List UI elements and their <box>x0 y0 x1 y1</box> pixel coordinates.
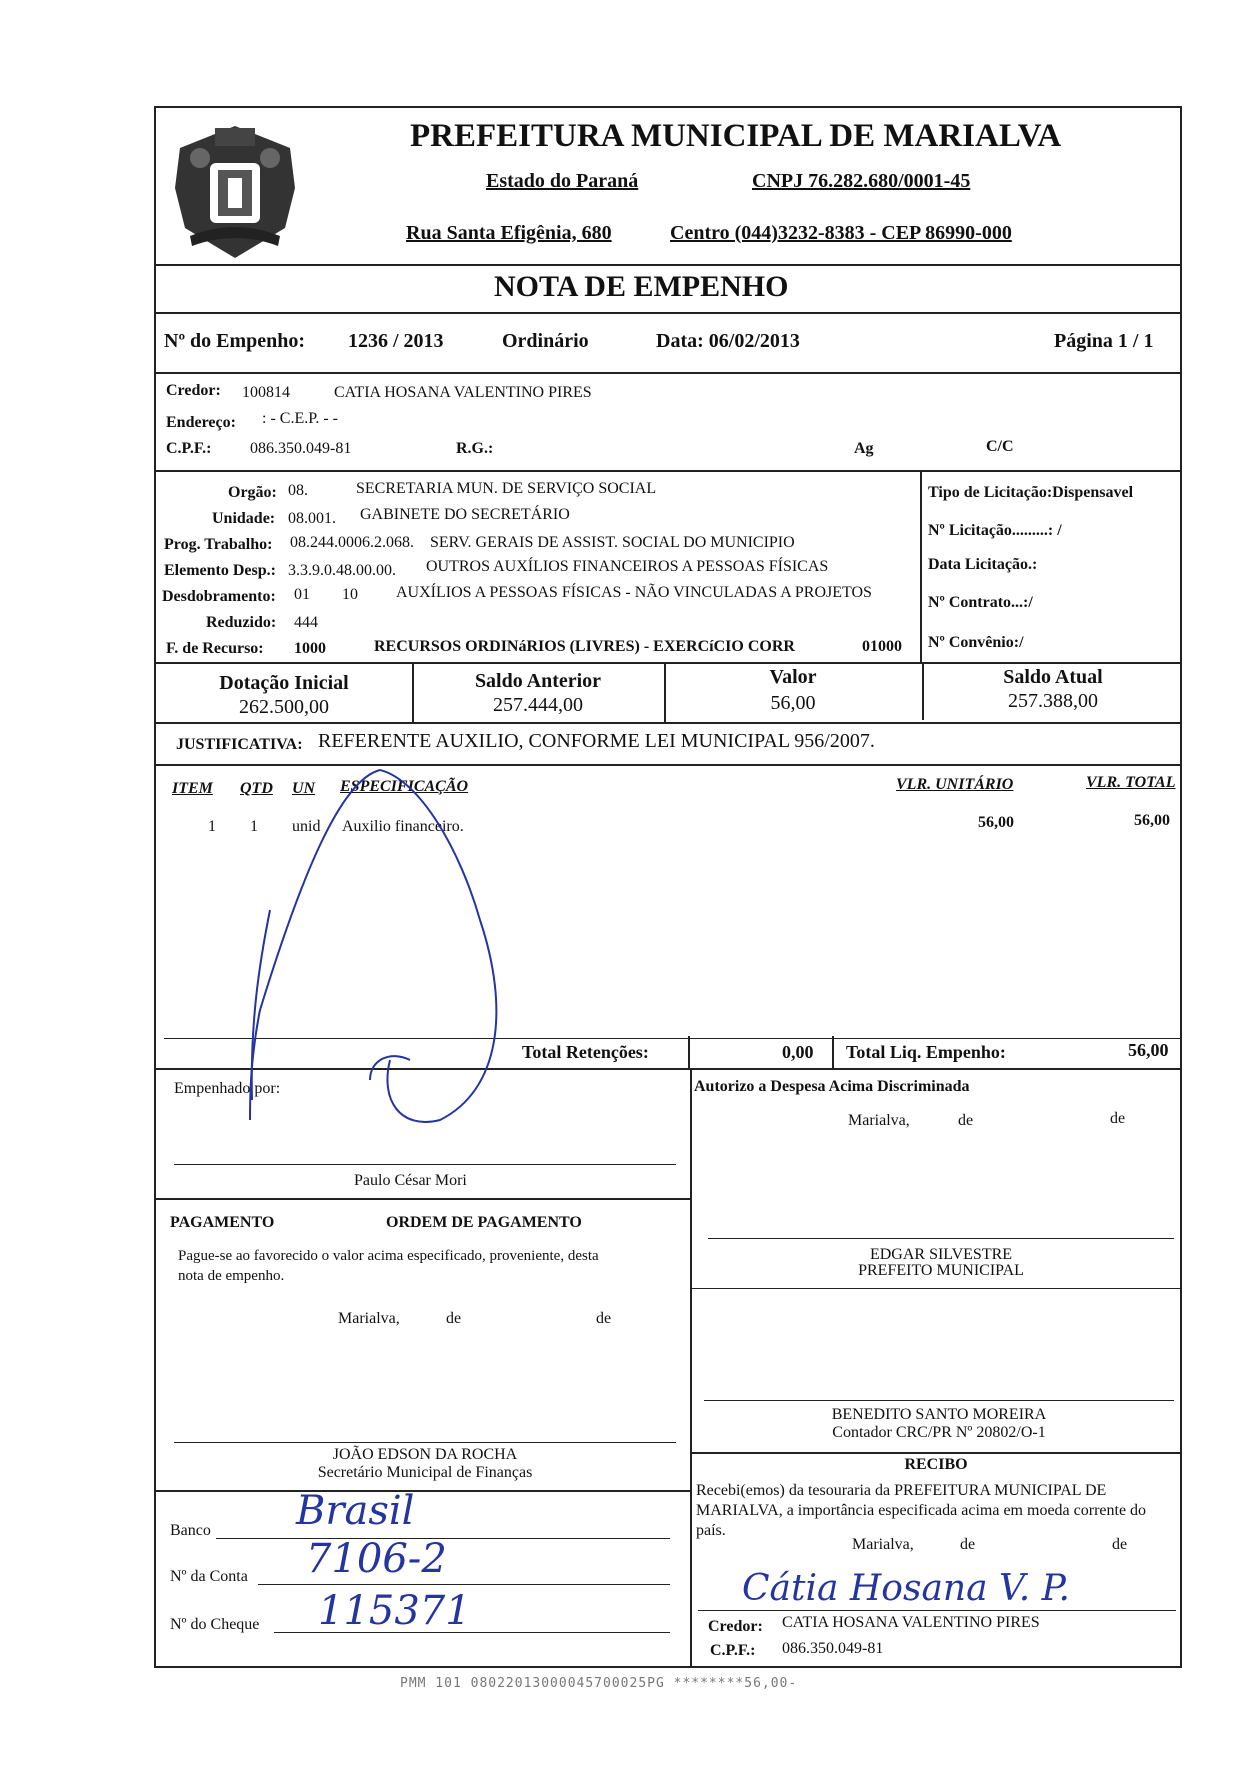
divider <box>154 1198 690 1200</box>
orgao-code: 08. <box>288 482 308 499</box>
valor-label: Valor <box>769 666 817 688</box>
justificativa-label: JUSTIFICATIVA: <box>176 736 303 753</box>
signature-line <box>698 1610 1176 1611</box>
item-qtd: 1 <box>250 818 258 835</box>
financas-role: Secretário Municipal de Finanças <box>317 1464 533 1481</box>
saldo-anterior-label: Saldo Anterior <box>474 670 602 692</box>
recibo-text-3: país. <box>696 1522 726 1539</box>
cheque-label: Nº do Cheque <box>170 1616 260 1633</box>
pagamento-label: PAGAMENTO <box>170 1214 275 1231</box>
prog-trabalho-code: 08.244.0006.2.068. <box>290 534 414 551</box>
pagamento-text-2: nota de empenho. <box>178 1268 285 1284</box>
divider <box>154 662 1182 664</box>
credor-label: Credor: <box>166 382 221 399</box>
recibo-title: RECIBO <box>904 1456 968 1473</box>
saldo-atual-label: Saldo Atual <box>1003 666 1103 688</box>
reduzido-value: 444 <box>294 614 318 631</box>
prog-trabalho-label: Prog. Trabalho: <box>164 536 273 553</box>
recibo-credor-name: CATIA HOSANA VALENTINO PIRES <box>782 1614 1040 1631</box>
footer-code: PMM 101 08022013000045700025PG ********56,00- <box>400 1676 798 1691</box>
divider-vertical <box>690 1068 692 1454</box>
prefeito-name: EDGAR SILVESTRE <box>869 1246 1013 1263</box>
autorizo-de1: de <box>958 1112 974 1129</box>
signature-line <box>708 1238 1174 1239</box>
divider <box>154 722 1182 724</box>
ordem-pagamento-label: ORDEM DE PAGAMENTO <box>386 1214 582 1231</box>
col-header-especificacao: ESPECIFICAÇÃO <box>340 778 469 795</box>
cpf-label: C.P.F.: <box>166 440 212 457</box>
prog-trabalho-name: SERV. GERAIS DE ASSIST. SOCIAL DO MUNICIPIO <box>430 534 795 551</box>
tipo-licitacao: Tipo de Licitação:Dispensavel <box>928 484 1134 501</box>
recibo-signature: Cátia Hosana V. P. <box>742 1568 1070 1609</box>
col-header-un: UN <box>292 780 316 797</box>
unidade-code: 08.001. <box>288 510 336 527</box>
item-number: 1 <box>208 818 216 835</box>
empenho-type: Ordinário <box>502 330 589 352</box>
autorizo-label: Autorizo a Despesa Acima Discriminada <box>694 1078 970 1095</box>
item-un: unid <box>292 818 321 835</box>
unidade-name: GABINETE DO SECRETÁRIO <box>360 506 570 523</box>
col-header-qtd: QTD <box>240 780 273 797</box>
saldo-atual-value: 257.388,00 <box>1008 690 1098 712</box>
divider-vertical <box>690 1452 692 1668</box>
endereco-label: Endereço: <box>166 414 236 431</box>
elemento-code: 3.3.9.0.48.00.00. <box>288 562 396 579</box>
desdobramento-label: Desdobramento: <box>162 588 276 605</box>
endereco-value: : - C.E.P. - - <box>262 410 338 427</box>
divider <box>154 372 1182 374</box>
elemento-label: Elemento Desp.: <box>164 562 276 579</box>
recibo-de2: de <box>1112 1536 1128 1553</box>
divider-vertical <box>832 1036 834 1068</box>
divider-vertical <box>922 662 924 720</box>
recibo-de1: de <box>960 1536 976 1553</box>
recibo-cpf-label: C.P.F.: <box>710 1642 756 1659</box>
recibo-text-1: Recebi(emos) da tesouraria da PREFEITURA MUNICIPAL DE <box>696 1482 1107 1499</box>
conta-label: Nº da Conta <box>170 1568 248 1585</box>
divider-vertical <box>664 662 666 722</box>
divider <box>154 470 1182 472</box>
pagamento-de2: de <box>596 1310 612 1327</box>
orgao-label: Orgão: <box>228 484 277 501</box>
col-header-item: ITEM <box>172 780 213 797</box>
rg-label: R.G.: <box>456 440 494 457</box>
signature-line <box>174 1164 676 1165</box>
pagamento-city: Marialva, <box>338 1310 400 1327</box>
total-liquido-label: Total Liq. Empenho: <box>846 1042 1006 1062</box>
cpf-value: 086.350.049-81 <box>250 440 352 457</box>
saldo-anterior-value: 257.444,00 <box>493 694 583 716</box>
signature-line <box>174 1442 676 1443</box>
banco-label: Banco <box>170 1522 211 1539</box>
banco-value: Brasil <box>296 1488 415 1534</box>
empenhado-label: Empenhado por: <box>174 1080 281 1097</box>
recibo-cpf: 086.350.049-81 <box>782 1640 884 1657</box>
contador-name: BENEDITO SANTO MOREIRA <box>831 1406 1047 1423</box>
coat-of-arms-icon <box>160 118 310 268</box>
recibo-city: Marialva, <box>852 1536 914 1553</box>
financas-name: JOÃO EDSON DA ROCHA <box>332 1446 518 1463</box>
autorizo-de2: de <box>1110 1110 1126 1127</box>
pagamento-text-1: Pague-se ao favorecido o valor acima especificado, proveniente, desta <box>178 1248 599 1264</box>
unidade-label: Unidade: <box>212 510 276 527</box>
item-vlr-unitario: 56,00 <box>978 814 1014 831</box>
empenho-number-label: Nº do Empenho: <box>164 330 306 352</box>
recurso-code: 1000 <box>294 640 326 657</box>
handwritten-scribble <box>220 760 560 1130</box>
empenhado-name: Paulo César Mori <box>354 1172 467 1189</box>
elemento-name: OUTROS AUXÍLIOS FINANCEIROS A PESSOAS FÍSICAS <box>426 558 829 575</box>
col-header-vlr-unitario: VLR. UNITÁRIO <box>896 776 1014 793</box>
cheque-value: 115371 <box>318 1588 471 1634</box>
reduzido-label: Reduzido: <box>206 614 277 631</box>
numero-licitacao: Nº Licitação.........: / <box>928 522 1062 539</box>
cnpj-label: CNPJ 76.282.680/0001-45 <box>752 170 971 192</box>
divider <box>690 1452 1182 1454</box>
conta-value: 7106-2 <box>306 1536 447 1582</box>
numero-contrato: Nº Contrato...:/ <box>928 594 1033 611</box>
prefeito-role: PREFEITO MUNICIPAL <box>858 1262 1024 1279</box>
pagamento-de1: de <box>446 1310 462 1327</box>
total-liquido-value: 56,00 <box>1128 1040 1169 1060</box>
contador-role: Contador CRC/PR Nº 20802/O-1 <box>832 1424 1046 1441</box>
ag-label: Ag <box>854 440 874 457</box>
credor-code: 100814 <box>242 384 290 401</box>
total-retencoes-label: Total Retenções: <box>522 1042 649 1062</box>
recibo-text-2: MARIALVA, a importância especificada acima em moeda corrente do <box>696 1502 1147 1519</box>
recurso-label: F. de Recurso: <box>166 640 264 657</box>
doc-title: NOTA DE EMPENHO <box>494 270 789 303</box>
divider-vertical <box>412 662 414 724</box>
item-vlr-total: 56,00 <box>1134 812 1170 829</box>
dotacao-value: 262.500,00 <box>239 696 329 718</box>
divider <box>154 312 1182 314</box>
cc-label: C/C <box>986 438 1014 455</box>
page-title: PREFEITURA MUNICIPAL DE MARIALVA <box>410 118 1062 154</box>
divider <box>690 1288 1182 1289</box>
desdobramento-code2: 10 <box>342 586 358 603</box>
credor-name: CATIA HOSANA VALENTINO PIRES <box>334 384 592 401</box>
conta-line <box>258 1584 670 1585</box>
recibo-credor-label: Credor: <box>708 1618 763 1635</box>
divider <box>154 264 1182 266</box>
recurso-code2: 01000 <box>862 638 902 655</box>
orgao-name: SECRETARIA MUN. DE SERVIÇO SOCIAL <box>356 480 657 497</box>
address-label: Rua Santa Efigênia, 680 <box>406 222 612 244</box>
signature-line <box>704 1400 1174 1401</box>
state-label: Estado do Paraná <box>486 170 639 192</box>
col-header-vlr-total: VLR. TOTAL <box>1086 774 1176 791</box>
divider <box>154 1490 690 1492</box>
desdobramento-name: AUXÍLIOS A PESSOAS FÍSICAS - NÃO VINCULADAS A PROJETOS <box>396 584 872 601</box>
numero-convenio: Nº Convênio:/ <box>928 634 1024 651</box>
dotacao-label: Dotação Inicial <box>219 672 349 694</box>
item-especificacao: Auxilio financeiro. <box>342 818 464 835</box>
empenho-number: 1236 / 2013 <box>348 330 444 352</box>
desdobramento-code1: 01 <box>294 586 310 603</box>
data-licitacao: Data Licitação.: <box>928 556 1038 573</box>
divider-vertical <box>920 470 922 662</box>
total-retencoes-value: 0,00 <box>782 1042 814 1062</box>
empenho-date: Data: 06/02/2013 <box>656 330 800 352</box>
recurso-name: RECURSOS ORDINáRIOS (LIVRES) - EXERCíCIO CORR <box>374 638 795 655</box>
page-number: Página 1 / 1 <box>1054 330 1154 352</box>
divider-vertical <box>688 1036 690 1068</box>
district-phone-label: Centro (044)3232-8383 - CEP 86990-000 <box>670 222 1012 244</box>
valor-value: 56,00 <box>770 692 816 714</box>
justificativa-text: REFERENTE AUXILIO, CONFORME LEI MUNICIPAL 956/2007. <box>318 730 875 752</box>
autorizo-city: Marialva, <box>848 1112 910 1129</box>
